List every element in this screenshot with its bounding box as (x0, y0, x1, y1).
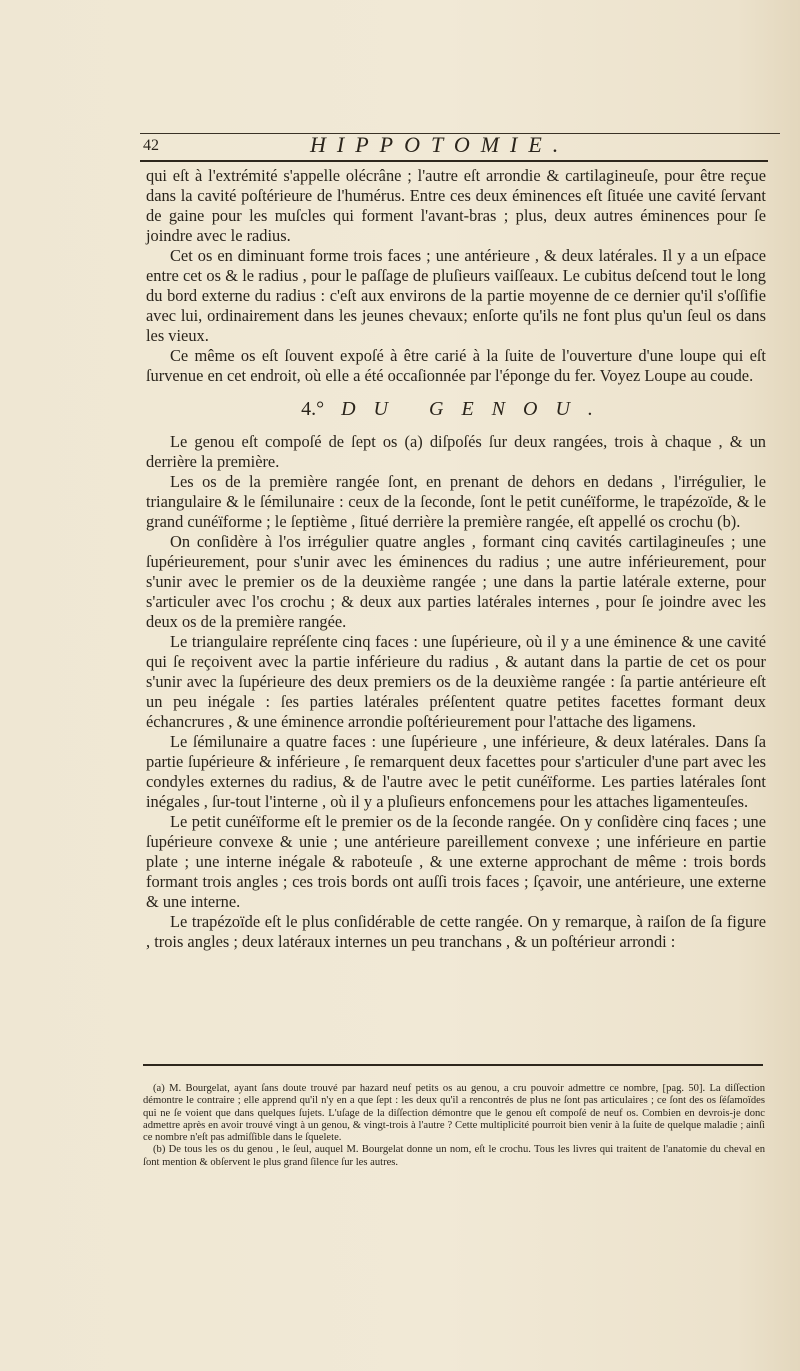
section-heading (146, 399, 766, 419)
section-number: 4.° (301, 398, 325, 420)
footnotes (143, 1083, 765, 1169)
paragraph: Le trapézoïde eſt le plus conſidérable de cette rangée. On y remarque, à raiſon de ſa figure , trois angles ; deux latéraux internes un peu tranchans , & un poſtérieur arrondi : (146, 912, 766, 951)
main-text (146, 166, 766, 952)
footnote: (a) M. Bourgelat, ayant ſans doute trouvé par hazard neuf petits os au genou, a cru pouvoir admettre ce nombre, [pag. 50]. La diſſection démontre le contraire ; elle apprend qu'il n'y en a que ſept : les deux qu'il a rencontrés de plus ne ſont pas articulaires ; ce ſont des os ſéſamoïdes qui ne ſe voient que dans quelques ſujets. L'uſage de la diſſection démontre que le genou eſt compoſé de neuf os. Combien en devrois-je donc admettre après en avoir trouvé vingt à un genou, & vingt-trois à l'autre ? Cette multiplicité pourroit bien venir à la ſuite de quelque maladie ; ainſi ce nombre n'eſt pas admiſſible dans le ſquelete. (143, 1083, 765, 1144)
paragraph: On conſidère à l'os irrégulier quatre angles , formant cinq cavités cartilagineuſes ; une ſupérieurement, pour s'unir avec les éminences du radius ; une autre inférieurement, pour s'unir avec le premier os de la deuxième rangée ; une dans la partie latérale externe, pour s'articuler avec l'os crochu ; & deux aux parties latérales internes , pour ſe joindre avec les deux os de la première rangée. (146, 532, 766, 631)
paragraph: Les os de la première rangée ſont, en prenant de dehors en dedans , l'irrégulier, le triangulaire & le ſémilunaire : ceux de la ſeconde, ſont le petit cunéïforme, le trapézoïde, & le grand cunéïforme ; le ſeptième , ſitué derrière la première rangée, eſt appellé os crochu (b). (146, 472, 766, 531)
header-rule-thick (140, 160, 768, 162)
paragraph: Le ſémilunaire a quatre faces : une ſupérieure , une inférieure, & deux latérales. Dans ſa partie ſupérieure & inférieure , ſe remarquent deux facettes pour s'articuler d'une part avec les condyles externes du radius, & de l'autre avec le petit cunéïforme. Les parties latérales ſont inégales , ſur-tout l'interne , où il y a pluſieurs enfoncemens pour les attaches ligamenteuſes. (146, 732, 766, 811)
paragraph: Cet os en diminuant forme trois faces ; une antérieure , & deux latérales. Il y a un eſpace entre cet os & le radius , pour le paſſage de pluſieurs vaiſſeaux. Le cubitus deſcend tout le long du bord externe du radius : c'eſt aux environs de la partie moyenne de ce dernier qu'il s'oſſifie avec lui, ordinairement dans les jeunes chevaux; enſorte qu'ils ne font plus qu'un ſeul os dans les vieux. (146, 246, 766, 345)
paragraph: Le petit cunéïforme eſt le premier os de la ſeconde rangée. On y conſidère cinq faces ; une ſupérieure convexe & unie ; une antérieure pareillement convexe ; une inférieure en partie plate ; une interne inégale & raboteuſe , & une externe approchant de même : trois bords formant trois angles ; ces trois bords ont auſſi trois faces ; ſçavoir, une antérieure, une externe & une interne. (146, 812, 766, 911)
paragraph: Le triangulaire repréſente cinq faces : une ſupérieure, où il y a une éminence & une cavité qui ſe reçoivent avec la partie inférieure du radius , & autant dans la partie de cet os pour s'unir avec la ſupérieure des deux premiers os de la deuxième rangée : ſa partie antérieure eſt un peu inégale : ſes parties latérales préſentent quatre petites facettes formant deux échancrures , & une éminence arrondie poſtérieurement pour l'attache des ligamens. (146, 632, 766, 731)
paragraph: Le genou eſt compoſé de ſept os (a) diſpoſés ſur deux rangées, trois à chaque , & un derrière la première. (146, 432, 766, 471)
page-number: 42 (143, 137, 159, 154)
footnote: (b) De tous les os du genou , le ſeul, auquel M. Bourgelat donne un nom, eſt le crochu. Tous les livres qui traitent de l'anatomie du cheval en ſont mention & obſervent le plus grand ſilence ſur les autres. (143, 1144, 765, 1168)
paragraph: qui eſt à l'extrémité s'appelle olécrâne ; l'autre eſt arrondie & cartilagineuſe, pour être reçue dans la cavité poſtérieure de l'humérus. Entre ces deux éminences eſt ſituée une cavité ſervant de gaine pour les muſcles qui forment l'avant-bras ; plus, deux autres éminences pour ſe joindre avec le radius. (146, 166, 766, 245)
footnote-rule (143, 1064, 763, 1066)
section-title: DU GENOU. (341, 398, 611, 420)
paragraph: Ce même os eſt ſouvent expoſé à être carié à la ſuite de l'ouverture d'une loupe qui eſt ſurvenue en cet endroit, où elle a été occaſionnée par l'éponge du fer. Voyez Loupe au coude. (146, 346, 766, 385)
running-title: HIPPOTOMIE. (310, 132, 570, 157)
